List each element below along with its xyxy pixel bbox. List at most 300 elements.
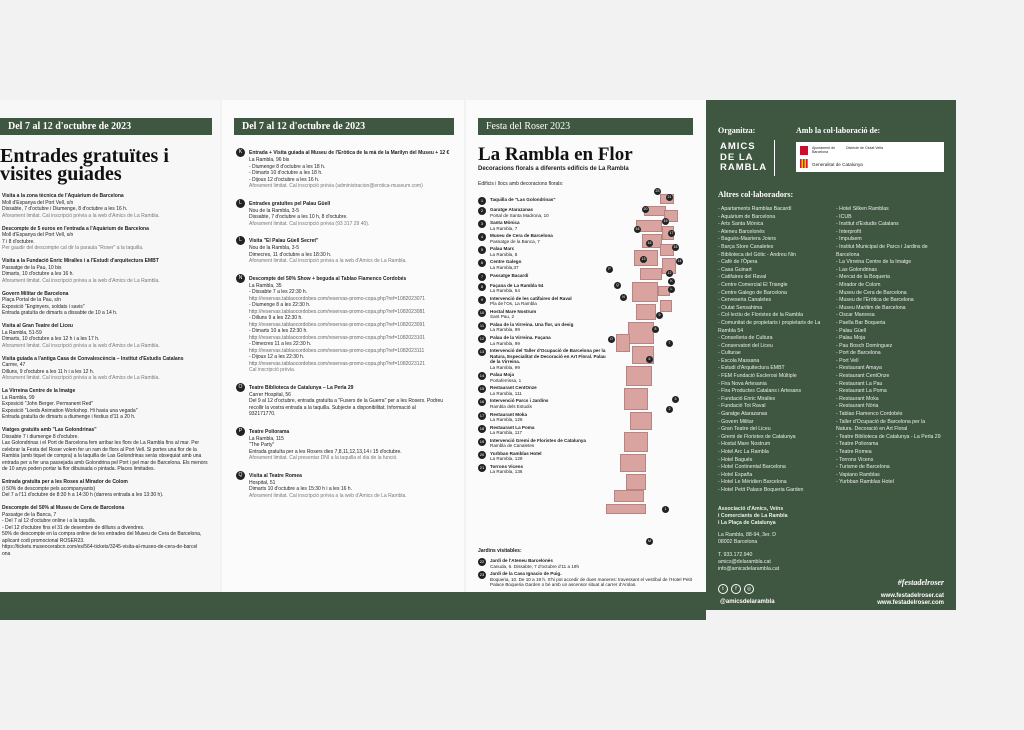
website-com[interactable]: www.festadelroser.com (877, 600, 944, 606)
map-item-address: Rambla dels Estudis (490, 403, 532, 409)
map-item-address: La Rambla, 117 (490, 430, 523, 436)
collaborator-name: - Impulsem (836, 236, 862, 243)
map-item-address: La Rambla, 129 (490, 456, 523, 462)
map-list-item (478, 246, 608, 257)
event-line: Nou de la Rambla, 3-5 (249, 207, 300, 214)
collaborator-name: - Hotel Arc La Rambla (718, 449, 769, 455)
map-item-address: Portaferrissa, 1 (490, 377, 522, 383)
collaborator-name: - Gremi de Floristes de Catalunya (718, 433, 796, 440)
collaborator-name: - Biblioteca del Gòtic - Andreu Nin (718, 251, 796, 258)
event-title: Entrades gratuïtes pel Palau Güell (249, 200, 331, 207)
map-building-block (640, 268, 662, 280)
collaborator-name: - Fundació Enric Miralles (718, 395, 776, 402)
map-marker: O (608, 336, 615, 343)
map-marker: L (668, 286, 675, 293)
event-note: Aforament limitat. Cal inscripció prèvia (administracion@erotica-museum.com) (249, 183, 423, 189)
panel-map (466, 100, 706, 610)
map-item-number: 7 (478, 273, 486, 281)
event-item (236, 236, 407, 265)
map-item-text (490, 372, 521, 383)
collaborator-name: - Centre Comercial El Triangle (718, 281, 788, 288)
map-marker: 17 (669, 231, 674, 235)
event-line: 7 i 8 d'octubre. (2, 238, 35, 245)
map-item-address: La Rambla, 99 (490, 364, 520, 370)
collaborator-name: - Restaurant Amaya (836, 365, 882, 372)
event-note: Aforament limitat. Cal inscripció prèvia a la web d'Amics de La Rambla. (2, 375, 160, 381)
map-item-number: 10 (479, 309, 485, 315)
collaborator-name: - Restaurant La Pau (836, 380, 883, 387)
map-item-number: 3 (478, 220, 486, 228)
map-item-name: Restaurant Moka (490, 411, 528, 417)
map-item-address: Portal de Santa Madrona, 10 (490, 212, 549, 218)
collaborator-name: - Hotel Continental Barcelona (718, 464, 786, 471)
event-line: - Dijous 12 d'octubre a les 16 h. (249, 176, 320, 183)
map-building-block (624, 388, 648, 410)
event-title-row (236, 274, 425, 283)
map-list-item (478, 335, 608, 346)
rambla-map (606, 186, 698, 546)
event-line: - Dimecres 11 a les 22:30 h. (249, 341, 312, 347)
map-building-block (624, 432, 648, 452)
event-title-row (236, 148, 449, 157)
collaborator-name: - Bagués-Masriera Joiers (718, 236, 776, 243)
event-title: Teatre Biblioteca de Catalunya – La Perla 29 (249, 384, 354, 391)
map-legend-list (478, 197, 608, 477)
event-title-row (236, 427, 402, 436)
event-title: Govern Militar de Barcelona (2, 290, 69, 297)
event-letter-badge: O (236, 383, 245, 392)
map-item-name: Intervenció Gremi de Floristes de Catalunya (490, 437, 586, 443)
map-list-item (478, 273, 608, 281)
association-name (718, 506, 787, 527)
map-list-item (478, 309, 608, 320)
collaborators-column-2 (836, 206, 954, 487)
collaborator-name: - Teatre Romea (836, 449, 872, 455)
map-item-number: 12 (479, 336, 485, 342)
event-line: La Rambla, 96 bis (249, 157, 290, 163)
map-building-block (660, 300, 672, 312)
collaborator-name: - Institut d'Estudis Catalans (836, 221, 899, 228)
collaborator-name: - Las Golondrinas (836, 266, 877, 273)
event-title: Visita a la zona tècnica de l'Aquàrium de Barcelona (2, 193, 124, 199)
map-marker: Q (614, 282, 621, 289)
map-list-label: Edificis i llocs amb decoracions florals: (478, 181, 564, 187)
map-marker: 23 (655, 189, 660, 193)
event-line: recollir la vostra entrada a la taquilla. Subjecte a disponibilitat. Informació al (249, 404, 416, 411)
collaborator-name: - Aquàrium de Barcelona (718, 213, 776, 220)
collaborator-name: - Tablao Flamenco Cordobés (836, 411, 903, 418)
event-item (2, 226, 149, 252)
event-line: Dilluns, 9 d'octubre a les 11 h i a les 12 h. (2, 368, 95, 375)
map-marker: 8 (652, 326, 659, 333)
garden-number: 22 (479, 559, 485, 564)
map-marker: P (606, 266, 613, 273)
event-title-row (236, 383, 443, 392)
collaborator-name: - Restaurant Nòria (836, 403, 879, 410)
address-line1: La Rambla, 88-94, 3er. D (718, 532, 776, 538)
event-line: Entrada gratuïta de dimarts a diumenge i festius d'11 a 20 h. (2, 414, 136, 420)
map-list-item (478, 398, 608, 409)
event-line: - Dissabte 7 a les 22:30 h. (249, 289, 308, 295)
event-line: Moll d'Espanya del Port Vell, s/n (2, 199, 74, 206)
facebook-icon[interactable]: f (731, 584, 741, 594)
event-line: Moll d'Espanya del Port Vell, s/n (2, 232, 74, 238)
collaborator-name: - FEM Fundació Esclerosi Múltiple (718, 373, 797, 380)
website-cat[interactable]: www.festadelroser.cat (880, 593, 944, 599)
map-item-number: 20 (479, 451, 485, 457)
map-item-number: 15 (479, 386, 485, 392)
collaborator-name: - Conselleria de Cultura (718, 335, 773, 342)
panel3-header: Festa del Roser 2023 (478, 118, 693, 135)
map-item-name: Restaurant La Poma (490, 424, 535, 430)
event-line: Entrada gratuïta per a les Rosers dies 7,8,11,12,13,14 i 15 d'octubre. (249, 448, 402, 455)
map-item-text (490, 451, 542, 462)
event-title: Visita a la Fundació Enric Miralles i a l'Estudi d'arquitectura EMBT (2, 258, 159, 264)
footer-band (0, 592, 706, 620)
districte-logo-text: Districte de Ciutat Vella (846, 146, 884, 150)
map-item-address: La Rambla, 111 (490, 390, 522, 396)
collaborator-name: - Cafè de l'Òpera (718, 259, 758, 266)
collab-logos-box (796, 142, 944, 172)
map-item-text (490, 273, 528, 281)
map-item-address: Passatge de la Banca, 7 (490, 238, 540, 244)
association-line1: Associació d'Amics, Veïns (718, 506, 784, 512)
map-item-address: La Rambla,37 (490, 264, 519, 270)
amics-logo-line2: DE LA (720, 151, 754, 163)
collaborator-name: - Oscar Manresa (836, 312, 875, 319)
event-line: La Rambla, 115 (249, 435, 284, 442)
event-line: ona (2, 550, 11, 557)
map-item-text (490, 309, 536, 320)
collaborator-name: - Teatre Poliorama (836, 441, 879, 448)
collaborator-name: - Restaurant CentOnze (836, 373, 890, 380)
twitter-icon[interactable]: t (718, 584, 728, 594)
others-label: Altres col·laboradors: (718, 190, 794, 199)
collaborator-name: Natura. Decoració en Art Floral (836, 426, 908, 433)
logo-divider (774, 140, 775, 176)
map-item-name: Intervenció de les catifaires del Raval (490, 295, 572, 301)
map-marker: K (668, 278, 675, 285)
gardens-label: Jardins visitables: (478, 548, 522, 554)
event-line: La Rambla, 51-59 (2, 329, 42, 336)
event-title: Entrada gratuïta per a les Roses al Mirador de Colom (2, 479, 128, 485)
collaborator-name: - Hotel Bagués (718, 456, 753, 463)
event-line: La Rambla, 99 (2, 394, 35, 401)
collaborator-name: - Hotel Petit Palace Boqueria Garden (718, 486, 804, 493)
collaborator-name: - Paella Bar Boqueria (836, 319, 886, 326)
generalitat-logo-text: Generalitat de Catalunya (812, 162, 863, 167)
collaborator-name: - Palau Moja (836, 335, 866, 342)
event-line: - Dijous 12 a les 22:30 h. (249, 354, 305, 360)
event-item (2, 356, 184, 382)
map-item-text (490, 385, 537, 396)
map-building-block (630, 412, 652, 430)
collaborator-name: - Hostal Mare Nostrum (718, 441, 771, 448)
map-building-block (606, 504, 646, 514)
map-item-number: 9 (478, 296, 486, 304)
event-line: - Dimarts 10 a les 22:30 h. (249, 328, 308, 334)
map-item-address: La Rambla, 99 (490, 327, 520, 333)
map-item-name: Centre Galego (490, 259, 522, 265)
map-marker: 1 (662, 506, 669, 513)
collaborator-name: - Escola Massana (718, 357, 760, 364)
map-marker: 2 (666, 406, 673, 413)
map-subtitle: Decoracions florals a diferents edificis de La Rambla (478, 166, 629, 172)
map-marker: 3 (672, 396, 679, 403)
panel2-date-header: Del 7 al 12 d'octubre de 2023 (234, 118, 454, 135)
map-building-block (636, 304, 656, 320)
panel-credits (706, 100, 956, 610)
barcelona-shield-icon (800, 146, 808, 155)
map-marker: 21 (667, 195, 672, 199)
map-item-number: 8 (478, 283, 486, 291)
map-item-name: Torrons Vicens (490, 463, 524, 469)
social-handle[interactable]: @amicsdelarambla (720, 599, 775, 605)
garden-number: 23 (479, 572, 485, 578)
collaborator-name: - Port Vell (836, 357, 859, 364)
map-item-name: Passatge Bacardí (490, 272, 529, 278)
map-list-item (478, 348, 608, 370)
map-item-number: 5 (478, 246, 486, 254)
collaborator-name: - Col·lectiu de Floristes de la Rambla (718, 312, 804, 319)
collaborator-name: - Garatge Atarazanas (718, 411, 768, 418)
organitza-label: Organitza: (718, 126, 756, 135)
map-list-item (478, 425, 608, 436)
event-note: Cal inscripció prèvia. (249, 367, 296, 373)
collaborator-name: - Govern Militar (718, 418, 754, 425)
map-building-block (626, 366, 652, 386)
map-item-number: 11 (479, 322, 485, 328)
collaborator-name: - Fira Nova Artesania (718, 380, 767, 387)
event-title: Visita guiada a l'antiga Casa de Convalescència – Institut d'Estudis Catalans (2, 355, 184, 362)
map-marker: N (620, 294, 627, 301)
map-item-address: La Rambla, 7 (490, 225, 518, 231)
panel1-title-line2: visites guiades (0, 163, 122, 185)
collaborator-name: - Vapiano Ramblas (836, 471, 880, 478)
map-item-number: 16 (479, 399, 485, 405)
map-item-text (490, 438, 586, 449)
amics-logo (720, 142, 767, 174)
map-item-address: La Rambla, 54 (490, 288, 520, 294)
map-building-block (628, 322, 654, 344)
event-line: entrada per a fer una passejada amb Golondrina pel Port i pel mar de Barcelona. Els menors (2, 459, 208, 466)
map-item-address: La Rambla, 99 (490, 340, 520, 346)
map-item-text (490, 425, 534, 436)
collaborator-name: - Gran Teatre del Liceu (718, 426, 771, 433)
map-building-block (632, 282, 658, 302)
amics-logo-line1: AMICS (720, 141, 756, 152)
event-line: Exposició "John Berger. Permanent Red" (2, 401, 94, 407)
collaborator-name: - Museu Marítim de Barcelona (836, 304, 906, 311)
association-line2: i Comerciants de La Rambla (718, 513, 788, 519)
map-item-text (490, 246, 517, 257)
event-letter-badge: L (236, 236, 245, 245)
event-line: - Del 7 al 12 d'octubre online i a la taquilla. (2, 518, 97, 524)
ajuntament-logo-text: Ajuntament de Barcelona (812, 146, 836, 154)
social-icons (718, 584, 754, 594)
garden-item (478, 571, 703, 588)
map-item-number: 14 (479, 373, 485, 379)
map-marker: 7 (666, 340, 673, 347)
event-title: Viatges gratuïts amb "Las Golondrinas" (2, 427, 97, 433)
event-line: http://reservas.tablaocordobes.com/reservas-promo-copa.php?ref=1082023111 (249, 347, 425, 354)
collaborator-name: Rambla 54 (718, 327, 744, 334)
event-line: Exposició "Loeds Animation Workshop. Hi havia una vegada" (2, 407, 138, 414)
map-list-item (478, 412, 608, 423)
event-line: La Rambla, 35 (249, 282, 282, 289)
collaborator-name: - Cerveseria Canaletes (718, 297, 772, 304)
collaborator-name: - Restaurant La Poma (836, 388, 887, 395)
map-item-name: Museu de Cera de Barcelona (490, 233, 553, 239)
event-item (2, 291, 117, 317)
map-list-item (478, 322, 608, 333)
event-item (2, 258, 160, 284)
map-item-text (490, 220, 520, 231)
hashtag: #festadelroser (897, 578, 944, 587)
map-item-name: Intervenció Parcs i Jardins (490, 398, 549, 404)
collaborator-name: - Institut Municipal de Parcs i Jardins de (836, 243, 928, 250)
map-marker: 6 (646, 356, 653, 363)
event-title: La Virreina Centre de la Imatge (2, 388, 76, 394)
map-item-name: Palau de la Virreina. Façana (490, 335, 551, 341)
contact-email-2[interactable]: info@amicsdelarambla.cat (718, 566, 780, 572)
panel-entrades-middle (222, 100, 464, 610)
event-line: Dimarts, 10 d'octubre a les 16 h. (2, 271, 74, 277)
event-note: Aforament limitat. Cal inscripció prèvia a la web d'Amics de La Rambla. (249, 492, 407, 499)
instagram-icon[interactable]: ◎ (744, 584, 754, 594)
map-item-name: Garatge Atarazanas (490, 207, 533, 213)
map-item-address: Sant Pau, 2 (490, 314, 515, 320)
event-line: "The Party" (249, 442, 275, 448)
map-item-name: Intervenció del Taller d'Ocupació de Barcelona per la Natura, Especialitat de Decoració en Art Floral. Palau de la Virreina. (490, 348, 606, 365)
event-line: - Diumenge 8 a les 22:30 h. (249, 302, 311, 308)
map-item-name: Hostal Mare Nostrum (490, 308, 537, 314)
panel1-title-line1: Entrades gratuïtes i (0, 145, 169, 167)
collaborator-name: - Barça Store Canaletes (718, 243, 774, 250)
event-line: Plaça Portal de la Pau, s/n (2, 297, 61, 303)
map-building-block (616, 334, 630, 352)
event-title: Visita al Gran Teatre del Liceu (2, 323, 73, 329)
map-item-name: Palau Marc (490, 246, 515, 252)
collaborator-name: - Ciutat Sensahima (718, 304, 763, 311)
map-item-text (490, 283, 543, 294)
map-item-text (490, 259, 521, 270)
map-item-number: 1 (478, 197, 486, 205)
generalitat-flag-icon (800, 159, 808, 168)
event-note: Aforament limitat. Cal inscripció prèvia (93 317 29 40). (249, 220, 370, 227)
collaborator-name: - Mirador de Colom (836, 281, 881, 288)
event-line: http://reservas.tablaocordobes.com/reservas-promo-copa.php?ref=1082023081 (249, 308, 426, 315)
event-line: 932171770. (249, 411, 276, 417)
event-line: Carrer Hospital, 56 (249, 391, 291, 398)
map-item-number: 19 (479, 438, 485, 444)
event-line: - Dimarts 10 d'octubre a les 18 h. (249, 170, 323, 176)
garden-address: Canuda, 6. Dissabte, 7 d'octubre d'11 a 19h (490, 563, 580, 569)
collaborator-name: - Mercat de la Boqueria (836, 274, 890, 281)
event-line: Passatge de la Pau, 10 bis (2, 264, 62, 271)
collaborator-name: - Hotel España (718, 471, 753, 478)
event-note: Aforament limitat. Cal inscripció prèvia a la web d'Amics de La Rambla. (2, 342, 160, 349)
event-line: Las Golondrinas i el Port de Barcelona fem arribar les flors de La Rambla fins al mar. Per (2, 440, 200, 446)
map-marker: 13 (641, 257, 646, 261)
event-line: - Diumenge 8 d'octubre a les 18 h. (249, 163, 326, 170)
collaborator-name: - Comunitat de propietaris i propietaris de La (718, 319, 821, 326)
map-item-text (490, 207, 549, 218)
event-line: Del 9 al 12 d'octubre, entrada gratuïta a "Fusers de la Guerra" per a les Rosers. Podreu (249, 398, 444, 404)
map-building-block (620, 454, 646, 472)
event-line: - Dilluns 9 a les 22:30 h. (249, 315, 303, 321)
event-note: Per gaudir del descompte cal dir la paraula "Roser" a la taquilla. (2, 245, 144, 251)
collaborator-name: - Restaurant Moka (836, 395, 879, 402)
map-item-name: Santa Mònica (490, 220, 520, 226)
garden-item (478, 558, 703, 569)
event-line: Exposició "Enginyers, soldats i savis" (2, 303, 85, 310)
association-line3: i La Plaça de Catalunya (718, 520, 776, 526)
event-line: Dissabte, 7 d'octubre i Diumenge, 8 d'octubre a les 16 h. (2, 206, 128, 212)
event-line: - Del 12 d'octubre fins el 31 de desembre de dilluns a divendres. (2, 524, 145, 531)
event-letter-badge: N (236, 274, 245, 283)
map-item-number: 6 (478, 259, 486, 267)
collaborator-name: - Catifaires del Raval (718, 274, 767, 281)
event-item (2, 193, 160, 219)
map-item-text (490, 197, 556, 205)
map-list-item (478, 438, 608, 449)
event-item (2, 388, 137, 421)
event-note: Aforament limitat. Cal inscripció prèvia a la web d'Amics de La Rambla. (2, 212, 160, 219)
event-item (2, 479, 163, 499)
contact-email-1[interactable]: amics@delarambla.cat (718, 559, 771, 565)
contact-phone: T. 933.172.940 (718, 552, 753, 558)
event-title: Descompte del 50% Show + beguda al Tablao Flamenco Cordobés (249, 275, 407, 282)
map-item-text (490, 233, 553, 244)
event-title-row (236, 199, 369, 208)
collaborators-column-1 (718, 206, 836, 495)
map-list-item (478, 464, 608, 475)
collaborator-name: - Taller d'Ocupació de Barcelona per la (836, 418, 926, 425)
association-address (718, 532, 776, 546)
map-marker: 15 (673, 245, 678, 249)
event-line: http://reservas.tablaocordobes.com/reservas-promo-copa.php?ref=1082023091 (249, 321, 426, 328)
map-list-item (478, 197, 608, 205)
collaborator-name: - Torrons Vicens (836, 456, 874, 463)
map-list-item (478, 451, 608, 462)
event-line: celebrar la Festa del Roser volem fer un ram de flors al Port Vell. Si portes una flor de la (2, 446, 197, 453)
map-item-number: 13 (479, 349, 485, 355)
collaborator-name: - Arts Santa Mònica (718, 221, 764, 228)
event-letter-badge: K (236, 148, 245, 157)
map-list-item (478, 296, 608, 307)
map-item-number: 21 (479, 464, 485, 470)
map-item-address: La Rambla, 8 (490, 251, 518, 257)
collaborator-name: - Teatre Biblioteca de Catalunya - La Perla 29 (836, 433, 941, 440)
map-item-text (490, 464, 523, 475)
event-letter-badge: P (236, 427, 245, 436)
event-item (236, 471, 407, 500)
map-item-name: Palau Moja (490, 372, 514, 378)
map-item-address: La Rambla, 126 (490, 417, 523, 422)
map-item-text (490, 348, 608, 370)
collaborator-name: - Yurbban Ramblas Hotel (836, 479, 894, 486)
map-item-address: Rambla de Canaletes (490, 443, 535, 449)
collaborator-name: - Pau Bosch Domínguez (836, 342, 893, 349)
event-letter-badge: L (236, 199, 245, 208)
map-list-item (478, 385, 608, 396)
map-building-block (626, 474, 646, 490)
map-list-item (478, 259, 608, 270)
collaborator-name: - Palau Güell (836, 327, 866, 334)
event-line: Dissabte, 7 d'octubre a les 10 h, 8 d'octubre. (249, 214, 348, 220)
map-item-name: Restaurant CentOnze (490, 385, 537, 391)
